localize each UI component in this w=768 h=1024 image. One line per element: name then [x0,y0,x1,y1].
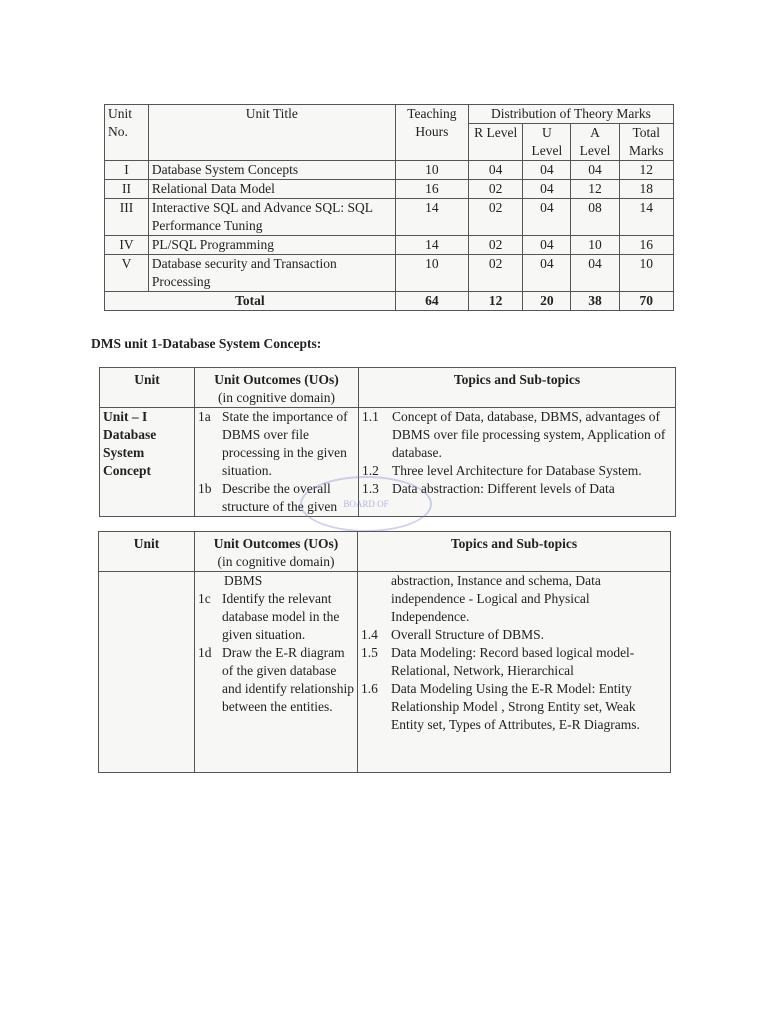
unit-title: Interactive SQL and Advance SQL: SQL Performance Tuning [148,199,395,236]
total-hours: 64 [395,292,468,311]
unit-number: I [105,161,149,180]
unit-cell [99,572,195,773]
header-topics: Topics and Sub-topics [358,532,671,572]
u-level: 04 [523,199,571,236]
unit-name: Unit – I Database System Concept [100,408,195,517]
unit-number: II [105,180,149,199]
total-marks: 10 [619,255,673,292]
r-level: 02 [468,255,522,292]
u-level: 04 [523,255,571,292]
table-row [105,180,674,199]
outcomes-continued: DBMS [224,573,263,588]
header-u-level: U Level [523,124,571,161]
total-r: 12 [468,292,522,311]
teaching-hours: 10 [395,161,468,180]
table-row [105,255,674,292]
total-row [105,292,674,311]
r-level: 04 [468,161,522,180]
list-item [198,590,354,644]
header-total-marks: Total Marks [619,124,673,161]
total-label: Total [105,292,396,311]
topics-continued: abstraction, Instance and schema, Data independence - Logical and Physical Independence. [391,573,601,624]
teaching-hours: 16 [395,180,468,199]
list-item [198,408,355,480]
header-outcomes-title: Unit Outcomes (UOs) [214,372,339,387]
list-item [361,680,667,734]
item-text: Draw the E-R diagram of the given database and identify relationship between the entities. [222,645,354,714]
header-outcomes-title: Unit Outcomes (UOs) [213,536,339,551]
item-number: 1c [198,591,211,606]
header-unit: Unit [99,532,195,572]
item-number: 1.2 [362,463,379,478]
header-unit-title: Unit Title [148,105,395,161]
u-level: 04 [523,180,571,199]
item-number: 1.1 [362,409,379,424]
unit-title: Database System Concepts [148,161,395,180]
item-text: Overall Structure of DBMS. [391,627,544,642]
r-level: 02 [468,180,522,199]
item-text: Data Modeling: Record based logical model-Relational, Network, Hierarchical [391,645,635,678]
section-heading: DMS unit 1-Database System Concepts: [91,336,322,351]
item-text: Identify the relevant database model in the given situation. [222,591,340,642]
item-text: Three level Architecture for Database System. [392,463,642,478]
table-row [105,199,674,236]
item-text: Describe the overall structure of the given [222,481,338,514]
total-u: 20 [523,292,571,311]
header-r-level: R Level [468,124,522,161]
total-marks: 16 [619,236,673,255]
total-marks: 18 [619,180,673,199]
total-marks: 70 [619,292,673,311]
item-number: 1.3 [362,481,379,496]
item-number: 1d [198,645,212,660]
teaching-hours: 10 [395,255,468,292]
item-text: State the importance of DBMS over file processing in the given situation. [222,409,348,478]
a-level: 04 [571,255,619,292]
unit-outcomes-table-2 [98,531,671,773]
total-marks: 14 [619,199,673,236]
list-item [361,644,667,680]
outcomes-cell [195,572,358,773]
unit-title: Relational Data Model [148,180,395,199]
list-item [362,408,672,462]
list-item [362,462,672,480]
a-level: 08 [571,199,619,236]
item-number: 1b [198,481,212,496]
teaching-hours: 14 [395,236,468,255]
header-teaching-hours: Teaching Hours [395,105,468,161]
header-outcomes-sub: (in cognitive domain) [217,554,335,569]
board-stamp-watermark: BOARD OF [300,476,432,532]
unit-number: III [105,199,149,236]
header-outcomes [195,368,359,408]
a-level: 12 [571,180,619,199]
table-row [105,161,674,180]
item-text: Data Modeling Using the E-R Model: Entity Relationship Model , Strong Entity set, Weak Entity set, Types of Attributes, E-R Diagrams. [391,681,640,732]
unit-number: V [105,255,149,292]
header-topics: Topics and Sub-topics [359,368,676,408]
unit-title: Database security and Transaction Processing [148,255,395,292]
teaching-hours: 14 [395,199,468,236]
item-text: Data abstraction: Different levels of Data [392,481,615,496]
u-level: 04 [523,161,571,180]
table-row [105,236,674,255]
item-number: 1a [198,409,211,424]
item-number: 1.6 [361,681,378,696]
unit-number: IV [105,236,149,255]
header-a-level: A Level [571,124,619,161]
a-level: 04 [571,161,619,180]
r-level: 02 [468,236,522,255]
item-text: Concept of Data, database, DBMS, advantages of DBMS over file processing system, Application of database. [392,409,666,460]
header-unit-no: Unit No. [105,105,149,161]
topics-cell [358,572,671,773]
item-number: 1.5 [361,645,378,660]
item-number: 1.4 [361,627,378,642]
header-outcomes-sub: (in cognitive domain) [218,390,335,405]
list-item [198,644,354,716]
list-item [361,626,667,644]
a-level: 10 [571,236,619,255]
total-marks: 12 [619,161,673,180]
u-level: 04 [523,236,571,255]
total-a: 38 [571,292,619,311]
unit-title: PL/SQL Programming [148,236,395,255]
header-outcomes [195,532,358,572]
theory-marks-table [104,104,674,311]
header-unit: Unit [100,368,195,408]
header-distribution: Distribution of Theory Marks [468,105,673,124]
r-level: 02 [468,199,522,236]
